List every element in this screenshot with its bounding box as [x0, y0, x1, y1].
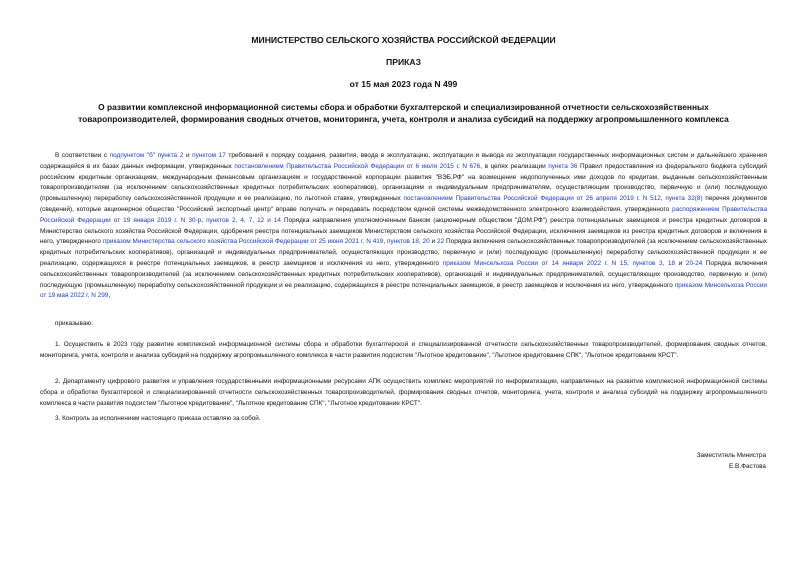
signature-block	[697, 450, 766, 472]
title-line-1: О развитии комплексной информационной системы сбора и обработки бухгалтерской и специализированной отчетности сельскохозяйственных	[98, 102, 709, 112]
legal-link[interactable]: пунктов 18, 20	[387, 238, 430, 246]
legal-link[interactable]: распоряжением Правительства Российской Федерации от 19 января 2019 г. N 30-р	[40, 205, 767, 224]
preamble-text: ,	[660, 195, 666, 203]
preamble-paragraph	[40, 151, 767, 302]
item-1	[40, 340, 767, 362]
legal-link[interactable]: пунктов 2, 4, 7, 12 и 14	[206, 216, 281, 224]
legal-link[interactable]: постановлением Правительства Российской Федерации от 26 апреля 2019 г. N 512	[403, 195, 661, 203]
ministry-heading: МИНИСТЕРСТВО СЕЛЬСКОГО ХОЗЯЙСТВА РОССИЙСКОЙ ФЕДЕРАЦИИ	[251, 35, 556, 45]
preamble-text: Правил предоставления из федерального бюджета субсидий российским кредитным организациям, международным финансовым организациям и государственной корпорации развития "ВЭБ.РФ" на возмещение недополученных ими доходов по кредитам, выданным сельскохозяйственным товаропроизводителям (за исключением сельскохозяйственных кредитных потребительских кооперативов), организациям и индивидуальным предпринимателям, осуществляющим производство, первичную и (или) последующую (промышленную) переработку сельскохозяйственной продукции и ее реализацию, по льготной ставке, утвержденных	[40, 162, 767, 203]
order-word-text: приказываю:	[55, 320, 93, 327]
preamble-text: Порядка направления уполномоченным банком (акционерным обществом "ДОМ.РФ") реестра потенциальных заемщиков и реестра кредитных договоров в Министерство сельского хозяйства Российской Федерации, одобрения реестра потенциальных заемщиков Министерством сельского хозяйства Российской Федерации, исключения заемщиков из реестра кредитных договоров и включения в него, утвержденного	[40, 216, 767, 246]
legal-link[interactable]: пункта 32(8)	[665, 195, 703, 203]
legal-link[interactable]: 22	[437, 238, 445, 246]
doc-type-heading: ПРИКАЗ	[386, 57, 421, 67]
legal-link[interactable]: 20-24	[685, 259, 703, 267]
preamble-text: и	[429, 238, 438, 246]
signature-position: Заместитель Министра	[696, 452, 766, 459]
title-line-2: товаропроизводителей, формирования сводных отчетов, мониторинга, учета, контроля и анализа субсидий на поддержку агропромышленного комплекса	[78, 114, 729, 124]
preamble-text: В соответствии с	[55, 152, 110, 159]
preamble-text: требований к порядку создания, развития, ввода в эксплуатацию, эксплуатации и вывода из эксплуатации государственных информационных систем и дальнейшего хранения содержащейся в их базах данных информации, утвержденных	[40, 152, 768, 170]
preamble-text: перечня документов (сведений), которые акционерное общество "Российский экспортный центр" вправе получать и передавать посредством единой системы межведомственного электронного взаимодействия, утвержденного	[40, 195, 767, 213]
item-3-text: 3. Контроль за исполнением настоящего приказа оставляю за собой.	[55, 415, 261, 422]
preamble-text: Порядка включения сельскохозяйственных товаропроизводителей (за исключением сельскохозяйственных кредитных потребительских кооперативов), организаций и индивидуальных предпринимателей, осуществляющих производство, первичную и (или) последующую (промышленную) переработку сельскохозяйственной продукции и ее реализацию, содержащихся в реестре потенциальных заемщиков, в реестр заемщиков и исключения из него, утвержденного	[40, 259, 767, 289]
legal-link[interactable]: пункта 36	[548, 162, 578, 170]
item-2-text: 2. Департаменту цифрового развития и управления государственными информационными ресурсами АПК осуществить комплекс мероприятий по информатизации, направленных на развитие комплексной информационной системы сбора и обработки бухгалтерской и специализированной отчетности сельскохозяйственных товаропроизводителей, формирования сводных отчетов, мониторинга, учета, контроля и анализа субсидий на поддержку агропромышленного комплекса в части развития подсистем "Льготное кредитование", "Льготное кредитование СПК", "Льготное кредитование КРСТ".	[40, 378, 767, 407]
item-2	[40, 377, 767, 409]
preamble-text: ,	[383, 238, 388, 246]
preamble-text: , в целях реализации	[480, 162, 549, 170]
document-title	[40, 101, 767, 125]
legal-link[interactable]: пунктом 17	[192, 152, 226, 159]
preamble-text: ,	[627, 259, 633, 267]
item-1-text: 1. Осуществить в 2023 году развитие комплексной информационной системы сбора и обработки бухгалтерской и специализированной отчетности сельскохозяйственных товаропроизводителей, формирования сводных отчетов, мониторинга, учета, контроля и анализа субсидий на поддержку агропромышленного комплекса в части развития подсистем "Льготное кредитование", "Льготное кредитование СПК", "Льготное кредитование КРСТ".	[40, 341, 767, 359]
legal-link[interactable]: постановлением Правительства Российской Федерации от 6 июля 2015 г. N 676	[234, 162, 481, 170]
legal-link[interactable]: подпунктом "б" пункта 2	[109, 152, 184, 159]
doc-date-number: от 15 мая 2023 года N 499	[349, 79, 458, 89]
preamble-text: ,	[201, 216, 207, 224]
legal-link[interactable]: пунктов 3, 18	[632, 259, 676, 267]
preamble-text: и	[675, 259, 686, 267]
preamble-text: Порядка включения сельскохозяйственных товаропроизводителей (за исключением сельскохозяйственных кредитных потребительских кооперативов), организаций и индивидуальных предпринимателей, осуществляющих производство, первичную и (или) последующую (промышленную) переработку сельскохозяйственной продукции и ее реализацию, содержащихся в реестре потенциальных заемщиков, в реестр заемщиков и исключения из него, утвержденного	[40, 238, 767, 267]
item-3	[40, 414, 767, 425]
legal-link[interactable]: приказом Минсельхоза России от 19 мая 2022 г. N 299	[40, 281, 767, 300]
signature-name: Е.В.Фастова	[729, 463, 766, 470]
order-word	[40, 319, 767, 330]
preamble-text: ,	[108, 292, 111, 300]
legal-link[interactable]: приказом Минсельхоза России от 14 января 2022 г. N 15	[442, 259, 628, 267]
preamble-text: и	[183, 152, 193, 159]
legal-link[interactable]: приказом Министерства сельского хозяйства Российской Федерации от 25 июня 2021 г. N 419	[102, 238, 384, 246]
